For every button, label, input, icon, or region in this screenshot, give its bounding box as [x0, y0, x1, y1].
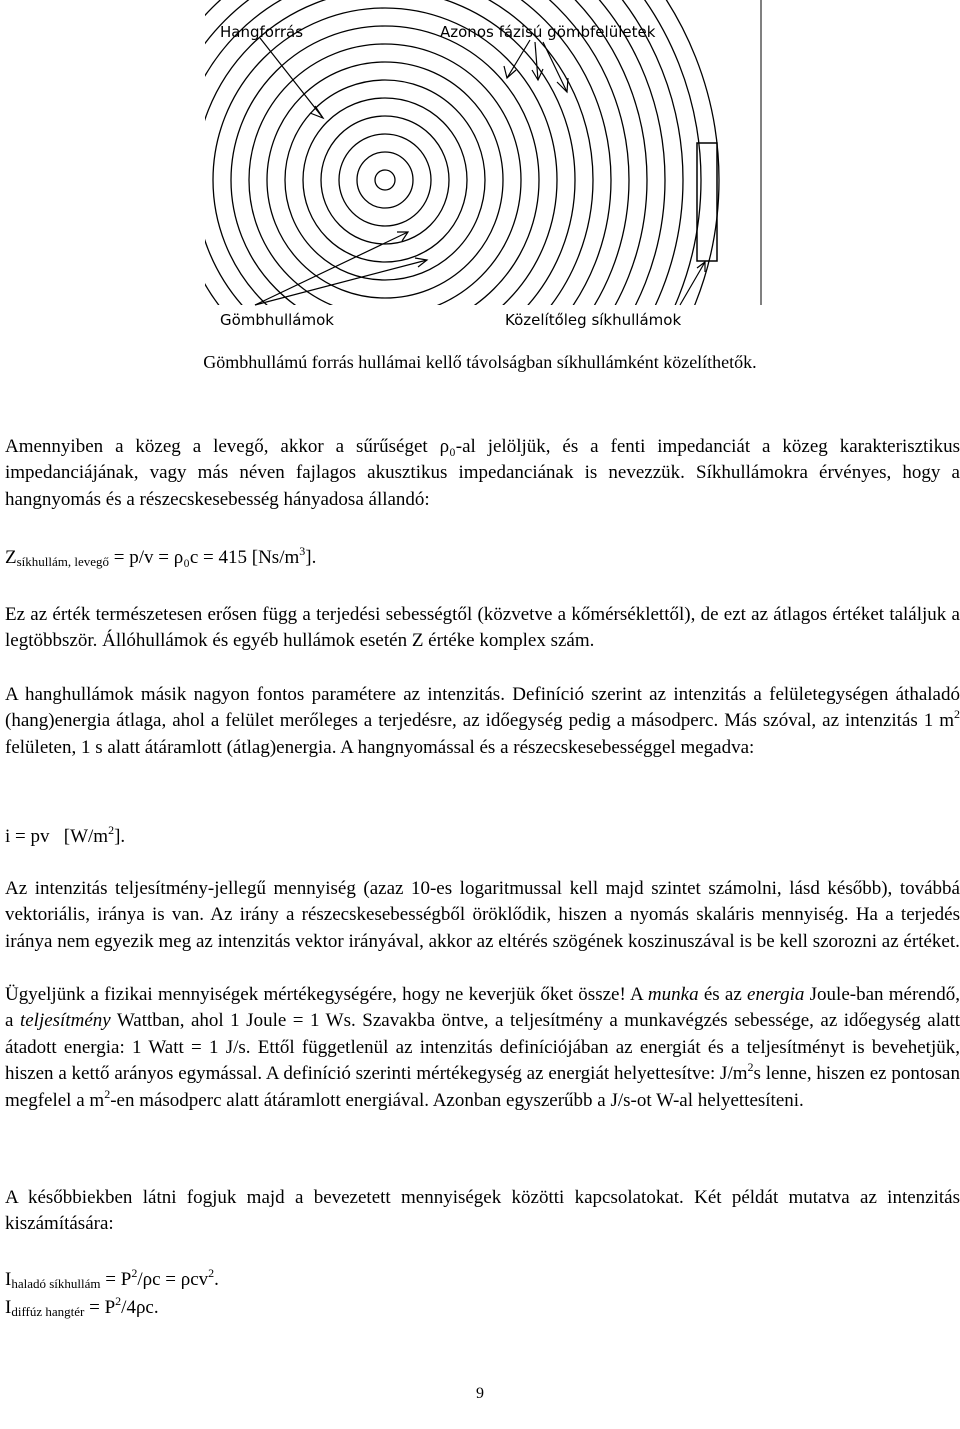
label-spherical: Gömbhullámok	[220, 311, 334, 329]
phase-arrow-2	[535, 42, 538, 80]
wavefront-ring	[205, 0, 629, 342]
wavefront-ring	[375, 170, 395, 190]
wavefront-ring	[357, 152, 413, 208]
formula-plane-wave: $I_{haladó síkhullám} = P^2/\rho c = \rho cv^2$.	[5, 1266, 219, 1291]
paragraph-5: Ügyeljünk a fizikai mennyiségek mértékegységére, hogy ne keverjük őket össze! A munka és az energia Joule-ban mérendő, a teljesítmény Wattban, ahol 1 Joule = 1 Ws. Szavakba öntve, a teljesítmény a munkavégzés sebessége, az időegység alatt átadott energia: 1 Watt = 1 J/s. Ettől függetlenül az intenzitás definíciójában az energiát és a teljesítményt is bevehetjük, hiszen a kettő arányos egymással. A definíció szerinti mértékegység az energiát helyettesítve: $J/m^2s$ lenne, hiszen ez pontosan megfelel a $m^2-en$ másodperc alatt átáramlott energiával. Azonban egyszerűbb a J/s-ot W-al helyettesíteni.	[5, 984, 960, 1111]
phase-arrow-3	[543, 42, 567, 92]
wavefront-ring	[249, 44, 521, 316]
formula-symbol: Z	[5, 547, 17, 568]
paragraph-4: Az intenzitás teljesítmény-jellegű mennyiség (azaz 10-es logaritmussal kell majd szintet számolni, lásd később), továbbá vektoriális, iránya is van. Az irány a részecskesebességből öröklődik, hiszen a nyomás skaláris mennyiség. Ha a terjedés iránya nem egyezik meg az intenzitás vektor irányával, akkor az eltérés szögének koszinuszával is be kell szorozni az értéket.	[5, 878, 960, 952]
page-number: 9	[476, 1385, 484, 1402]
term-energia: energia	[747, 984, 805, 1005]
arrows	[255, 38, 705, 305]
wave-diagram	[205, 0, 765, 342]
formula-subscript: síkhullám, levegő	[16, 554, 110, 569]
spherical-wavefronts	[205, 0, 719, 342]
figure-caption: Gömbhullámú forrás hullámai kellő távolságban síkhullámként közelíthetők.	[203, 352, 757, 372]
formula-impedance	[5, 545, 316, 571]
wavefront-ring	[213, 8, 557, 342]
paragraph-1: Amennyiben a közeg a levegő, akkor a sűrűséget ρ₀-al jelöljük, és a fenti impedanciát a közeg karakterisztikus impedanciájának, vagy más néven fajlagos akusztikus impedanciának is nevezzük. Síkhullámokra érvényes, hogy a hangnyomás és a részecskesebesség hányadosa állandó:	[5, 436, 960, 510]
formula-intensity: i = pv $[W/m^2]$.	[5, 823, 126, 847]
wavefront-ring	[205, 0, 665, 342]
wavefront-ring	[205, 0, 593, 342]
paragraph-2: Ez az érték természetesen erősen függ a terjedési sebességtől (közvetve a kőmérséklettől), de ezt az átlagos értéket találjuk a legtöbbször. Állóhullámok és egyéb hullámok esetén Z értéke komplex szám.	[5, 604, 960, 652]
term-munka: munka	[647, 984, 699, 1005]
formula-end: ].	[305, 547, 317, 568]
wavefront-ring	[285, 80, 485, 280]
wavefront-ring	[205, 0, 701, 342]
wavefront-ring	[303, 98, 467, 262]
formula-rhs: = p/v = ρ₀c = 415 [Ns/m	[109, 547, 300, 568]
term-teljesitmeny: teljesítmény	[19, 1010, 111, 1032]
label-source: Hangforrás	[220, 23, 304, 41]
wavefront-ring	[205, 0, 611, 342]
paragraph-3: A hanghullámok másik nagyon fontos paramétere az intenzitás. Definíció szerint az intenzitás a felületegységen áthaladó (hang)energia átlaga, ahol a felület merőleges a terjedésre, az időegység pedig a másodperc. Más szóval, az intenzitás 1 $m^2$ felületen, 1 s alatt átáramlott (átlag)energia. A hangnyomással és a részecskesebességgel megadva:	[5, 684, 960, 758]
wavefront-ring	[339, 134, 431, 226]
wavefront-ring	[231, 26, 539, 334]
formula-diffuse-field: $I_{diffúz hangtér} = P^2/4\rho c$.	[5, 1294, 159, 1319]
paragraph-6: A későbbiekben látni fogjuk majd a bevezetett mennyiségek közötti kapcsolatokat. Két példát mutatva az intenzitás kiszámítására:	[5, 1187, 960, 1235]
wavefront-ring	[321, 116, 449, 244]
wave-figure	[205, 0, 765, 342]
label-plane: Közelítőleg síkhullámok	[505, 311, 682, 329]
label-same-phase: Azonos fázisú gömbfelületek	[440, 23, 656, 41]
formula-exponent: 3	[299, 544, 306, 558]
